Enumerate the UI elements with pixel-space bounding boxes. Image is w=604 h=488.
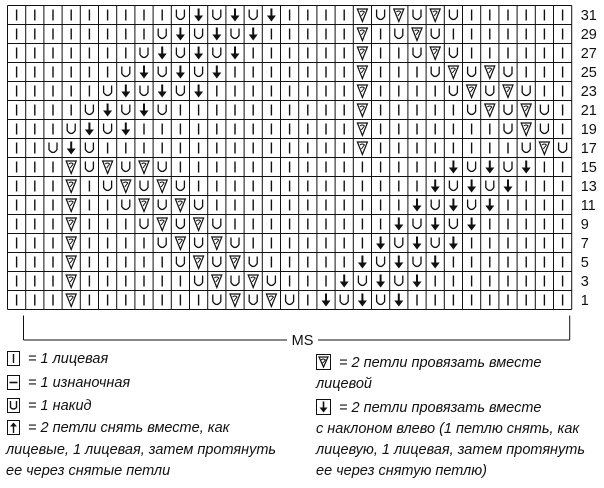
k2tog-twist-icon (69, 258, 74, 263)
ssk-arrowhead-icon (449, 206, 458, 212)
k2tog-twist-icon (269, 296, 274, 301)
k2tog-twist-icon (360, 106, 365, 111)
ssk-arrowhead-icon (449, 244, 458, 250)
slip-slip-knit-symbol-icon (316, 399, 331, 415)
ssk-arrowhead-icon (267, 16, 276, 22)
yarn-over-icon (195, 200, 203, 210)
yarn-over-icon (449, 181, 457, 191)
k2tog-twist-icon (506, 87, 511, 92)
yarn-over-icon (140, 86, 148, 96)
legend-skpo-text-2: лицевые, 1 лицевая, затем протянуть (6, 442, 277, 458)
k2tog-twist-icon (69, 239, 74, 244)
yarn-over-icon (449, 86, 457, 96)
legend-skpo-text-3: ее через снятые петли (6, 463, 171, 479)
yarn-over-icon (249, 257, 257, 267)
k2tog-twist-icon (160, 182, 165, 187)
yarn-over-icon (140, 219, 148, 229)
legend-k2tog-text-1: = 2 петли провязать вместе (339, 355, 542, 371)
ssk-arrowhead-icon (522, 168, 531, 174)
legend-skpo (6, 418, 277, 479)
purl-symbol-icon (7, 375, 20, 390)
k2tog-twist-icon (524, 125, 529, 130)
ssk-arrowhead-icon (231, 16, 240, 22)
row-number-label: 15 (580, 160, 597, 176)
k2tog-twist-icon (360, 11, 365, 16)
yarn-over-icon (395, 238, 403, 248)
yarn-over-icon (158, 238, 166, 248)
k2tog-twist-icon (214, 239, 219, 244)
ssk-arrowhead-icon (158, 92, 167, 98)
ssk-arrowhead-icon (176, 73, 185, 79)
k2tog-twist-icon (360, 144, 365, 149)
yarn-over-icon (468, 162, 476, 172)
yarn-over-icon (449, 48, 457, 58)
yarn-over-icon (195, 238, 203, 248)
ssk-arrowhead-icon (194, 92, 203, 98)
k2tog-twist-icon (433, 49, 438, 54)
ssk-arrowhead-icon (194, 54, 203, 60)
k2tog-twist-icon (214, 277, 219, 282)
ssk-arrowhead-icon (413, 244, 422, 250)
k2tog-twist-icon (360, 87, 365, 92)
yarn-over-icon (140, 181, 148, 191)
ssk-arrowhead-icon (413, 282, 422, 288)
k2tog-twist-icon (69, 220, 74, 225)
yarn-over-icon (395, 29, 403, 39)
ssk-arrowhead-icon (394, 301, 403, 307)
yarn-over-icon (413, 257, 421, 267)
k2tog-twist-icon (360, 49, 365, 54)
ssk-arrowhead-icon (485, 206, 494, 212)
yarn-over-icon (158, 162, 166, 172)
ssk-arrowhead-icon (212, 73, 221, 79)
ssk-arrowhead-icon (67, 149, 76, 155)
yarn-over-icon (431, 200, 439, 210)
legend-ssk-text-4: ее через снятую петлю) (316, 463, 487, 479)
ssk-arrowhead-icon (449, 168, 458, 174)
ssk-arrowhead-icon (467, 225, 476, 231)
k2tog-twist-icon (69, 296, 74, 301)
ssk-arrowhead-icon (467, 187, 476, 193)
k2tog-twist-icon (196, 220, 201, 225)
ssk-arrowhead-icon (394, 225, 403, 231)
yarn-over-icon (213, 10, 221, 20)
ssk-arrowhead-icon (212, 35, 221, 41)
repeat-label: MS (291, 333, 314, 349)
k2tog-twist-icon (415, 30, 420, 35)
yarn-over-icon (158, 29, 166, 39)
legend-yo (7, 396, 92, 416)
ssk-arrowhead-icon (121, 92, 130, 98)
row-number-label: 17 (580, 141, 597, 157)
k2tog-twist-icon (433, 11, 438, 16)
row-number-label: 29 (580, 27, 597, 43)
yarn-over-icon (267, 276, 275, 286)
k2tog-twist-icon (178, 201, 183, 206)
yarn-over-icon (195, 29, 203, 39)
k2tog-twist-icon (487, 68, 492, 73)
yarn-over-icon (158, 105, 166, 115)
k2tog-twist-icon (451, 68, 456, 73)
row-number-label: 21 (580, 103, 597, 119)
k2tog-twist-icon (178, 239, 183, 244)
yarn-over-icon (431, 29, 439, 39)
yarn-over-icon (122, 105, 130, 115)
ssk-arrowhead-icon (231, 54, 240, 60)
yarn-over-icon (468, 67, 476, 77)
k2tog-twist-icon (360, 125, 365, 130)
row-number-label: 19 (580, 122, 597, 138)
yarn-over-icon (158, 200, 166, 210)
k2tog-twist-icon (160, 220, 165, 225)
yarn-over-icon (231, 238, 239, 248)
ssk-arrowhead-icon (249, 35, 258, 41)
yarn-over-icon (486, 86, 494, 96)
yarn-over-icon (468, 105, 476, 115)
k2tog-twist-icon (524, 106, 529, 111)
ssk-arrowhead-icon (358, 301, 367, 307)
ssk-arrowhead-icon (485, 168, 494, 174)
yarn-over-icon (176, 10, 184, 20)
yarn-over-icon (540, 124, 548, 134)
k2tog-twist-icon (396, 11, 401, 16)
yarn-over-icon (85, 162, 93, 172)
ssk-arrowhead-icon (176, 35, 185, 41)
ssk-arrowhead-icon (103, 111, 112, 117)
yarn-over-icon (213, 295, 221, 305)
yarn-over-icon (176, 181, 184, 191)
yarn-over-icon (85, 143, 93, 153)
yarn-over-icon (85, 105, 93, 115)
yarn-over-icon (231, 276, 239, 286)
legend-ssk-text-1: = 2 петли провязать вместе (339, 400, 542, 416)
yarn-over-icon (377, 10, 385, 20)
row-number-label: 9 (580, 217, 589, 233)
k2tog-twist-icon (69, 201, 74, 206)
yarn-over-icon (468, 200, 476, 210)
ssk-arrowhead-icon (431, 187, 440, 193)
k2tog-twist-icon (69, 182, 74, 187)
yarn-over-icon (231, 29, 239, 39)
k2tog-twist-icon (142, 201, 147, 206)
yarn-over-icon (158, 67, 166, 77)
row-number-label: 27 (580, 46, 597, 62)
ssk-arrowhead-icon (504, 187, 513, 193)
yarn-over-icon (522, 86, 530, 96)
yarn-over-icon (122, 67, 130, 77)
row-number-label: 23 (580, 84, 597, 100)
yarn-over-icon (213, 219, 221, 229)
k2tog-twist-icon (233, 258, 238, 263)
yarn-over-icon (122, 200, 130, 210)
legend-knit-text: = 1 лицевая (28, 351, 109, 367)
legend-k2tog-text-2: лицевой (316, 376, 372, 392)
k2tog-twist-icon (251, 277, 256, 282)
yarn-over-icon (104, 124, 112, 134)
yarn-over-icon (504, 105, 512, 115)
row-number-label: 5 (580, 255, 589, 271)
k2tog-twist-icon (142, 163, 147, 168)
legend-skpo-text-1: = 2 петли снять вместе, как (28, 420, 230, 436)
yarn-over-icon (195, 276, 203, 286)
yarn-over-icon (104, 86, 112, 96)
legend-k2tog (316, 353, 542, 392)
yarn-over-icon (122, 162, 130, 172)
yarn-over-icon (395, 276, 403, 286)
ssk-arrowhead-icon (194, 16, 203, 22)
row-number-label: 7 (580, 236, 589, 252)
yarn-over-icon (431, 67, 439, 77)
ssk-arrowhead-icon (140, 111, 149, 117)
k2tog-twist-icon (360, 68, 365, 73)
row-number-label: 11 (580, 198, 596, 214)
k2tog-twist-icon (233, 296, 238, 301)
row-number-label: 25 (580, 65, 597, 81)
ssk-arrowhead-icon (376, 244, 385, 250)
legend-purl (7, 373, 130, 393)
yarn-over-icon (449, 219, 457, 229)
ssk-arrowhead-icon (340, 282, 349, 288)
yarn-over-icon (67, 124, 75, 134)
yarn-over-icon (522, 143, 530, 153)
legend-purl-text: = 1 изнаночная (28, 375, 131, 391)
yarn-over-icon (431, 238, 439, 248)
yarn-over-icon (213, 257, 221, 267)
yarn-over-icon (504, 124, 512, 134)
yarn-over-icon (504, 67, 512, 77)
yarn-over-icon (195, 67, 203, 77)
yarn-over-icon (540, 105, 548, 115)
row-number-label: 13 (580, 179, 597, 195)
k2tog-twist-icon (69, 277, 74, 282)
yarn-over-symbol-icon (7, 398, 20, 413)
yarn-over-icon (413, 10, 421, 20)
k2tog-twist-icon (487, 106, 492, 111)
yarn-over-icon (176, 48, 184, 58)
yarn-over-icon (104, 181, 112, 191)
k2tog-twist-icon (123, 182, 128, 187)
yarn-over-icon (413, 219, 421, 229)
yarn-over-icon (286, 295, 294, 305)
ssk-arrowhead-icon (431, 225, 440, 231)
yarn-over-icon (176, 257, 184, 267)
slip-knit-pass-symbol-icon (7, 420, 20, 435)
legend-ssk (316, 398, 585, 479)
yarn-over-icon (559, 143, 567, 153)
ssk-arrowhead-icon (140, 73, 149, 79)
yarn-over-icon (413, 48, 421, 58)
legend-ssk-text-3: лицевую, 1 лицевая, затем протянуть (316, 442, 585, 458)
yarn-over-icon (358, 276, 366, 286)
yarn-over-icon (176, 86, 184, 96)
yarn-over-icon (504, 162, 512, 172)
yarn-over-icon (449, 10, 457, 20)
legend-ssk-text-2: с наклоном влево (1 петлю снять, как (316, 421, 580, 437)
k2tog-twist-icon (196, 258, 201, 263)
legend-knit (7, 349, 108, 369)
k2tog-twist-icon (469, 87, 474, 92)
yarn-over-icon (176, 219, 184, 229)
k2tog-twist-icon (105, 163, 110, 168)
legend-yo-text: = 1 накид (28, 398, 92, 414)
ssk-arrowhead-icon (394, 263, 403, 269)
knit-two-together-symbol-icon (316, 354, 331, 370)
k2tog-twist-icon (69, 163, 74, 168)
yarn-over-icon (486, 181, 494, 191)
ssk-arrowhead-icon (85, 130, 94, 136)
yarn-over-icon (377, 295, 385, 305)
yarn-over-icon (249, 10, 257, 20)
yarn-over-icon (140, 48, 148, 58)
yarn-over-icon (340, 295, 348, 305)
row-number-label: 1 (580, 293, 589, 309)
ssk-arrowhead-icon (121, 130, 130, 136)
ssk-arrowhead-icon (158, 54, 167, 60)
yarn-over-icon (377, 257, 385, 267)
ssk-arrowhead-icon (358, 263, 367, 269)
ssk-arrowhead-icon (376, 282, 385, 288)
ssk-arrowhead-icon (431, 263, 440, 269)
yarn-over-icon (249, 295, 257, 305)
knit-symbol-icon (7, 351, 20, 366)
yarn-over-icon (49, 143, 57, 153)
ssk-arrowhead-icon (413, 206, 422, 212)
k2tog-twist-icon (360, 30, 365, 35)
k2tog-twist-icon (542, 144, 547, 149)
row-number-label: 31 (580, 8, 597, 24)
ssk-arrowhead-icon (322, 301, 331, 307)
row-number-label: 3 (580, 274, 589, 290)
yarn-over-icon (213, 48, 221, 58)
